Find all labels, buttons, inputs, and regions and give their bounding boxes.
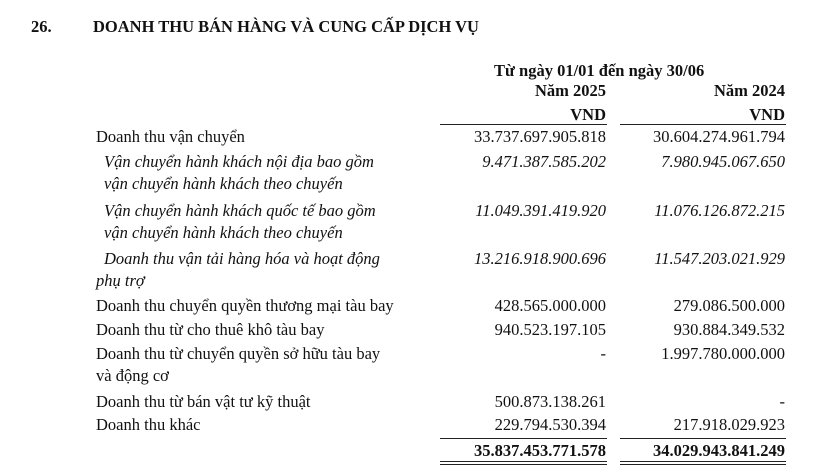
total-double-rule-2025-b	[440, 464, 607, 465]
row-value-2024: 930.884.349.532	[673, 320, 785, 339]
row-value-2025: -	[600, 344, 606, 363]
row-value-2025: 33.737.697.905.818	[474, 127, 606, 146]
row-value-2024: 11.076.126.872.215	[654, 201, 785, 220]
year-2024-header: Năm 2024	[713, 81, 785, 100]
total-top-rule-2024	[620, 438, 786, 439]
row-label: Vận chuyển hành khách quốc tế bao gồm	[104, 201, 376, 220]
period-header: Từ ngày 01/01 đến ngày 30/06	[494, 61, 705, 80]
total-top-rule-2025	[440, 438, 607, 439]
unit-2024-header: VND	[749, 105, 785, 124]
row-value-2025: 500.873.138.261	[494, 392, 606, 411]
row-value-2024: 30.604.274.961.794	[653, 127, 785, 146]
total-double-rule-2024-a	[620, 461, 786, 462]
row-value-2024: 1.997.780.000.000	[661, 344, 785, 363]
row-value-2025: 13.216.918.900.696	[474, 249, 606, 268]
row-value-2024: 7.980.945.067.650	[661, 152, 785, 171]
row-value-2024: 279.086.500.000	[673, 296, 785, 315]
section-title: DOANH THU BÁN HÀNG VÀ CUNG CẤP DỊCH VỤ	[93, 17, 479, 36]
unit-2025-header: VND	[570, 105, 606, 124]
row-label: Doanh thu vận chuyển	[96, 127, 245, 146]
total-value-2025: 35.837.453.771.578	[474, 441, 606, 460]
row-label-cont: phụ trợ	[96, 271, 145, 290]
row-value-2024: 217.918.029.923	[673, 415, 785, 434]
total-double-rule-2025-a	[440, 461, 607, 462]
row-value-2025: 9.471.387.585.202	[482, 152, 606, 171]
row-value-2025: 11.049.391.419.920	[475, 201, 606, 220]
row-value-2025: 940.523.197.105	[494, 320, 606, 339]
row-label-cont: vận chuyển hành khách theo chuyến	[104, 223, 343, 242]
year-2025-header: Năm 2025	[534, 81, 606, 100]
row-value-2025: 428.565.000.000	[494, 296, 606, 315]
row-label: Doanh thu từ chuyển quyền sở hữu tàu bay	[96, 344, 381, 363]
header-underline-2025	[440, 124, 607, 125]
header-underline-2024	[620, 124, 786, 125]
row-label: Doanh thu từ bán vật tư kỹ thuật	[96, 392, 311, 411]
row-label: Doanh thu khác	[96, 415, 201, 434]
row-label-cont: vận chuyển hành khách theo chuyến	[104, 174, 343, 193]
row-value-2024: -	[779, 392, 785, 411]
total-double-rule-2024-b	[620, 464, 786, 465]
row-label: Doanh thu vận tải hàng hóa và hoạt động	[104, 249, 380, 268]
row-label: Doanh thu chuyển quyền thương mại tàu bay	[96, 296, 394, 315]
row-label: Doanh thu từ cho thuê khô tàu bay	[96, 320, 325, 339]
row-label-cont: và động cơ	[96, 366, 169, 385]
total-value-2024: 34.029.943.841.249	[653, 441, 785, 460]
row-label: Vận chuyển hành khách nội địa bao gồm	[104, 152, 374, 171]
row-value-2025: 229.794.530.394	[494, 415, 606, 434]
row-value-2024: 11.547.203.021.929	[654, 249, 785, 268]
section-number: 26.	[31, 17, 52, 36]
